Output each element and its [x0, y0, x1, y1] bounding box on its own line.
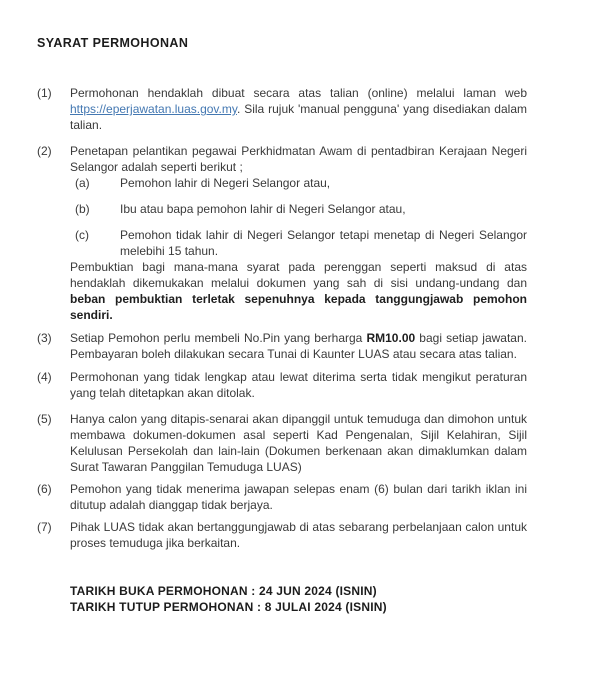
sub-item-c: [75, 227, 527, 259]
list-item-1: [37, 85, 527, 133]
note-text-normal: Pembuktian bagi mana-mana syarat pada perenggan seperti maksud di atas hendaklah dikemukakan melalui dokumen yang sah di sisi undang-undang dan: [70, 260, 527, 290]
item3-text-before-bold: Setiap Pemohon perlu membeli No.Pin yang berharga: [70, 331, 367, 345]
item-text: [70, 330, 527, 362]
sub-item-b: [75, 201, 527, 217]
note-text-bold: beban pembuktian terletak sepenuhnya kepada tanggungjawab pemohon sendiri.: [70, 292, 527, 322]
sub-item-letter: (b): [75, 202, 90, 216]
close-date-line: TARIKH TUTUP PERMOHONAN : 8 JULAI 2024 (ISNIN): [70, 600, 387, 614]
item-number: (4): [37, 370, 52, 384]
sub-item-a: [75, 175, 527, 191]
item-text: [70, 85, 527, 133]
item-number: (6): [37, 482, 52, 496]
item1-text-before-link: Permohonan hendaklah dibuat secara atas talian (online) melalui laman web: [70, 86, 527, 100]
list-item-5: [37, 411, 527, 475]
item-number: (3): [37, 331, 52, 345]
sub-item-text: Ibu atau bapa pemohon lahir di Negeri Selangor atau,: [120, 202, 406, 216]
item-number: (2): [37, 144, 52, 158]
item-number: (1): [37, 86, 52, 100]
item2-note: [70, 259, 527, 323]
sub-item-letter: (c): [75, 228, 89, 242]
item-number: (5): [37, 412, 52, 426]
sub-item-text: Pemohon tidak lahir di Negeri Selangor tetapi menetap di Negeri Selangor melebihi 15 tahun.: [120, 228, 527, 258]
item-number: (7): [37, 520, 52, 534]
list-item-3: [37, 330, 527, 362]
item-text: Hanya calon yang ditapis-senarai akan dipanggil untuk temuduga dan dimohon untuk membawa dokumen-dokumen asal seperti Kad Pengenalan, Sijil Kelahiran, Sijil Kelulusan Persekolah dan lain-lain (Dokumen berkenaan akan dimaklumkan dalam Surat Tawaran Panggilan Temuduga LUAS): [70, 412, 527, 474]
page-title: SYARAT PERMOHONAN: [37, 36, 189, 50]
item-text: Penetapan pelantikan pegawai Perkhidmatan Awam di pentadbiran Kerajaan Negeri Selangor adalah seperti berikut ;: [70, 144, 527, 174]
list-item-2: [37, 143, 527, 323]
list-item-6: [37, 481, 527, 513]
item3-text-after-bold: bagi setiap jawatan. Pembayaran boleh dilakukan secara Tunai di Kaunter LUAS atau secara atas talian.: [70, 331, 527, 361]
eperjawatan-link[interactable]: https://eperjawatan.luas.gov.my: [70, 102, 237, 116]
item-text: Permohonan yang tidak lengkap atau lewat diterima serta tidak mengikut peraturan yang telah ditetapkan akan ditolak.: [70, 370, 527, 400]
list-item-4: [37, 369, 527, 401]
price-value: RM10.00: [366, 331, 416, 345]
sub-item-text: Pemohon lahir di Negeri Selangor atau,: [120, 176, 331, 190]
item-text: Pihak LUAS tidak akan bertanggungjawab di atas sebarang perbelanjaan calon untuk proses temuduga jika berkaitan.: [70, 520, 527, 550]
application-dates: [70, 583, 527, 615]
sub-item-letter: (a): [75, 176, 90, 190]
item-text: Pemohon yang tidak menerima jawapan selepas enam (6) bulan dari tarikh iklan ini ditutup adalah dianggap tidak berjaya.: [70, 482, 527, 512]
open-date-line: TARIKH BUKA PERMOHONAN : 24 JUN 2024 (ISNIN): [70, 584, 377, 598]
item1-text-after-link: . Sila rujuk 'manual pengguna' yang disediakan dalam talian.: [70, 102, 527, 132]
list-item-7: [37, 519, 527, 551]
